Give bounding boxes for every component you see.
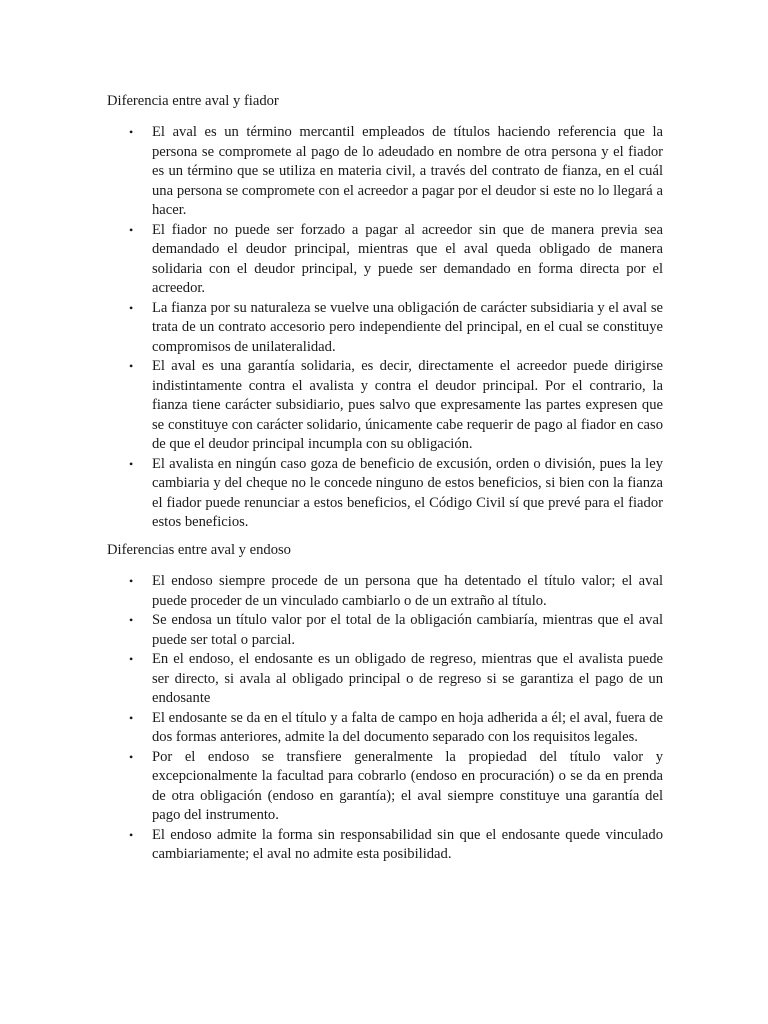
section-aval-fiador xyxy=(107,91,663,533)
bullet-icon: • xyxy=(129,827,134,842)
bullet-icon: • xyxy=(129,749,134,764)
section-aval-endoso xyxy=(107,540,663,865)
list-item xyxy=(107,650,663,709)
bullet-list xyxy=(107,123,663,533)
list-item xyxy=(107,455,663,533)
list-item-text: El endosante se da en el título y a falta de campo en hoja adherida a él; el aval, fuera de dos formas anteriores, admite la del documento separado con los requisitos legales. xyxy=(152,709,663,745)
list-item xyxy=(107,299,663,358)
bullet-icon: • xyxy=(129,456,134,471)
section-heading: Diferencia entre aval y fiador xyxy=(107,93,279,109)
list-item xyxy=(107,572,663,611)
list-item-text: En el endoso, el endosante es un obligado de regreso, mientras que el avalista puede ser directo, si avala al obligado principal o de regreso si se garantiza el pago de un endosante xyxy=(152,651,663,706)
list-item-text: El endoso admite la forma sin responsabilidad sin que el endosante quede vinculado cambiariamente; el aval no admite esta posibilidad. xyxy=(152,826,663,862)
list-item xyxy=(107,748,663,826)
bullet-icon: • xyxy=(129,222,134,237)
bullet-icon: • xyxy=(129,125,134,139)
list-item xyxy=(107,709,663,748)
list-item xyxy=(107,826,663,865)
bullet-icon: • xyxy=(129,300,134,315)
bullet-icon: • xyxy=(129,613,134,627)
list-item-text: El aval es una garantía solidaria, es decir, directamente el acreedor puede dirigirse indistintamente contra el avalista y contra el deudor principal. Por el contrario, la fianza tiene carácter subsidiario, pues salvo que expresamente las partes expresen que se constituye con carácter solidario, únicamente cabe requerir de pago al fiador en caso de que el deudor principal incumpla con su obligación. xyxy=(152,358,663,452)
bullet-icon: • xyxy=(129,652,134,666)
list-item-text: El aval es un término mercantil empleados de títulos haciendo referencia que la persona se compromete al pago de lo adeudado en nombre de otra persona y el fiador es un término que se utiliza en materia civil, a través del contrato de fianza, en el cuál una persona se compromete con el acreedor a pagar por el deudor si este no lo llegará a hacer. xyxy=(152,124,663,218)
bullet-list xyxy=(107,572,663,865)
list-item-text: El avalista en ningún caso goza de beneficio de excusión, orden o división, pues la ley cambiaria y del cheque no le concede ninguno de estos beneficios, si bien con la fianza el fiador puede renunciar a estos beneficios, el Código Civil sí que prevé para el fiador estos beneficios. xyxy=(152,455,663,530)
list-item xyxy=(107,123,663,221)
bullet-icon: • xyxy=(129,359,134,373)
section-heading: Diferencias entre aval y endoso xyxy=(107,542,291,558)
list-item-text: Se endosa un título valor por el total de la obligación cambiaría, mientras que el aval puede ser total o parcial. xyxy=(152,612,663,648)
list-item xyxy=(107,221,663,299)
list-item-text: El fiador no puede ser forzado a pagar al acreedor sin que de manera previa sea demandado el deudor principal, mientras que el aval queda obligado de manera solidaria con el deudor principal, y puede ser demandado en forma directa por el acreedor. xyxy=(152,221,663,296)
list-item-text: Por el endoso se transfiere generalmente la propiedad del título valor y excepcionalmente la facultad para cobrarlo (endoso en procuración) o se da en prenda de otra obligación (endoso en garantía); el aval siempre constituye una garantía del pago del instrumento. xyxy=(152,748,663,823)
list-item xyxy=(107,357,663,455)
bullet-icon: • xyxy=(129,574,134,588)
bullet-icon: • xyxy=(129,710,134,725)
list-item xyxy=(107,611,663,650)
list-item-text: El endoso siempre procede de un persona que ha detentado el título valor; el aval puede proceder de un vinculado cambiarlo o de un extraño al título. xyxy=(152,573,663,609)
list-item-text: La fianza por su naturaleza se vuelve una obligación de carácter subsidiaria y el aval se trata de un contrato accesorio pero independiente del principal, en el cual se constituye compromisos de unilateralidad. xyxy=(152,299,663,355)
